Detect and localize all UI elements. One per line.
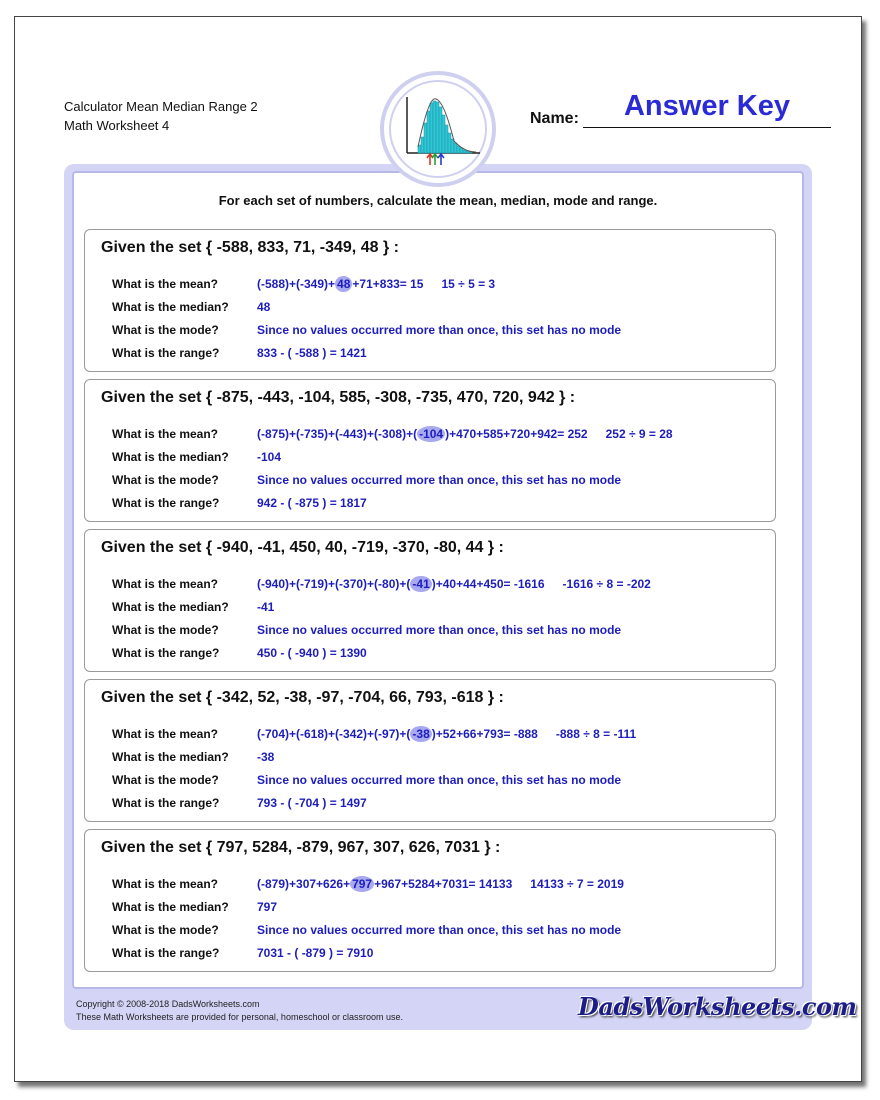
range-row bbox=[112, 793, 772, 813]
mode-row bbox=[112, 320, 772, 340]
mean-question: What is the mean? bbox=[112, 877, 219, 891]
mean-answer: (-879)+307+626+ 797 +967+5284+7031= 14133 14133 ÷ 7 = 2019 bbox=[257, 877, 624, 891]
mean-row bbox=[112, 424, 772, 444]
mode-question: What is the mode? bbox=[112, 323, 219, 337]
copyright-text: Copyright © 2008-2018 DadsWorksheets.com bbox=[76, 999, 260, 1009]
title-line-1: Calculator Mean Median Range 2 bbox=[64, 99, 258, 114]
mean-row bbox=[112, 724, 772, 744]
mode-question: What is the mode? bbox=[112, 923, 219, 937]
mean-division: -888 ÷ 8 = -111 bbox=[555, 727, 637, 741]
dadsworksheets-logo[interactable]: DadsWorksheets.com bbox=[578, 992, 857, 1021]
problem-card bbox=[84, 679, 776, 822]
median-row bbox=[112, 447, 772, 467]
mean-row bbox=[112, 874, 772, 894]
footer-copyright bbox=[76, 998, 403, 1024]
median-answer: 797 bbox=[257, 900, 278, 914]
range-answer: 833 - ( -588 ) = 1421 bbox=[257, 346, 367, 360]
histogram-icon bbox=[384, 75, 492, 183]
mean-row bbox=[112, 574, 772, 594]
median-highlight: -41 bbox=[412, 577, 430, 591]
range-question: What is the range? bbox=[112, 496, 220, 510]
range-question: What is the range? bbox=[112, 796, 220, 810]
name-label: Name: bbox=[530, 110, 579, 127]
problem-card bbox=[84, 829, 776, 972]
mean-division: 15 ÷ 5 = 3 bbox=[441, 277, 496, 291]
given-set: Given the set { 797, 5284, -879, 967, 307, 626, 7031 } : bbox=[101, 839, 501, 856]
median-row bbox=[112, 897, 772, 917]
median-question: What is the median? bbox=[112, 750, 229, 764]
median-answer: -104 bbox=[257, 450, 282, 464]
median-answer: -41 bbox=[257, 600, 275, 614]
range-answer: 7031 - ( -879 ) = 7910 bbox=[257, 946, 374, 960]
mean-division: 14133 ÷ 7 = 2019 bbox=[530, 877, 624, 891]
bell-curve-logo bbox=[380, 71, 496, 187]
median-question: What is the median? bbox=[112, 450, 229, 464]
mode-answer: Since no values occurred more than once, this set has no mode bbox=[257, 773, 622, 787]
range-answer: 942 - ( -875 ) = 1817 bbox=[257, 496, 367, 510]
given-set: Given the set { -875, -443, -104, 585, -308, -735, 470, 720, 942 } : bbox=[101, 389, 576, 406]
median-highlight: -38 bbox=[412, 727, 430, 741]
mode-answer: Since no values occurred more than once, this set has no mode bbox=[257, 473, 622, 487]
title-line-2: Math Worksheet 4 bbox=[64, 118, 170, 133]
mode-row bbox=[112, 620, 772, 640]
instructions: For each set of numbers, calculate the mean, median, mode and range. bbox=[218, 193, 658, 208]
median-row bbox=[112, 747, 772, 767]
problem-card bbox=[84, 529, 776, 672]
mode-question: What is the mode? bbox=[112, 473, 219, 487]
problem-card bbox=[84, 379, 776, 522]
mean-answer: (-704)+(-618)+(-342)+(-97)+( -38 )+52+66+793= -888 -888 ÷ 8 = -111 bbox=[257, 727, 637, 741]
median-answer: -38 bbox=[257, 750, 275, 764]
mean-question: What is the mean? bbox=[112, 427, 219, 441]
mode-answer: Since no values occurred more than once, this set has no mode bbox=[257, 323, 622, 337]
mean-question: What is the mean? bbox=[112, 277, 219, 291]
mean-answer: (-940)+(-719)+(-370)+(-80)+( -41 )+40+44+450= -1616 -1616 ÷ 8 = -202 bbox=[257, 577, 651, 591]
range-row bbox=[112, 643, 772, 663]
range-question: What is the range? bbox=[112, 646, 220, 660]
mean-answer: (-588)+(-349)+ 48 +71+833= 15 15 ÷ 5 = 3 bbox=[257, 277, 496, 291]
mean-question: What is the mean? bbox=[112, 727, 219, 741]
mean-division: 252 ÷ 9 = 28 bbox=[605, 427, 673, 441]
range-answer: 450 - ( -940 ) = 1390 bbox=[257, 646, 367, 660]
mode-answer: Since no values occurred more than once, this set has no mode bbox=[257, 923, 622, 937]
range-row bbox=[112, 493, 772, 513]
problem-card bbox=[84, 229, 776, 372]
name-line bbox=[583, 127, 831, 128]
given-set: Given the set { -940, -41, 450, 40, -719, -370, -80, 44 } : bbox=[101, 539, 504, 556]
median-question: What is the median? bbox=[112, 300, 229, 314]
median-highlight: 797 bbox=[352, 877, 373, 891]
mode-row bbox=[112, 770, 772, 790]
median-row bbox=[112, 597, 772, 617]
median-highlight: 48 bbox=[337, 277, 351, 291]
mean-division: -1616 ÷ 8 = -202 bbox=[562, 577, 651, 591]
median-question: What is the median? bbox=[112, 600, 229, 614]
mean-answer: (-875)+(-735)+(-443)+(-308)+( -104 )+470+585+720+942= 252 252 ÷ 9 = 28 bbox=[257, 427, 673, 441]
mean-row bbox=[112, 274, 772, 294]
mean-question: What is the mean? bbox=[112, 577, 219, 591]
range-row bbox=[112, 943, 772, 963]
range-row bbox=[112, 343, 772, 363]
answer-key-text: Answer Key bbox=[623, 90, 790, 122]
worksheet-title bbox=[64, 97, 258, 135]
range-answer: 793 - ( -704 ) = 1497 bbox=[257, 796, 367, 810]
median-row bbox=[112, 297, 772, 317]
mode-answer: Since no values occurred more than once, this set has no mode bbox=[257, 623, 622, 637]
median-highlight: -104 bbox=[419, 427, 444, 441]
mode-question: What is the mode? bbox=[112, 623, 219, 637]
mode-row bbox=[112, 470, 772, 490]
usage-note: These Math Worksheets are provided for personal, homeschool or classroom use. bbox=[76, 1012, 403, 1022]
median-question: What is the median? bbox=[112, 900, 229, 914]
median-answer: 48 bbox=[257, 300, 271, 314]
mode-row bbox=[112, 920, 772, 940]
range-question: What is the range? bbox=[112, 346, 220, 360]
range-question: What is the range? bbox=[112, 946, 220, 960]
given-set: Given the set { -588, 833, 71, -349, 48 } : bbox=[101, 239, 399, 256]
mode-question: What is the mode? bbox=[112, 773, 219, 787]
given-set: Given the set { -342, 52, -38, -97, -704, 66, 793, -618 } : bbox=[101, 689, 504, 706]
